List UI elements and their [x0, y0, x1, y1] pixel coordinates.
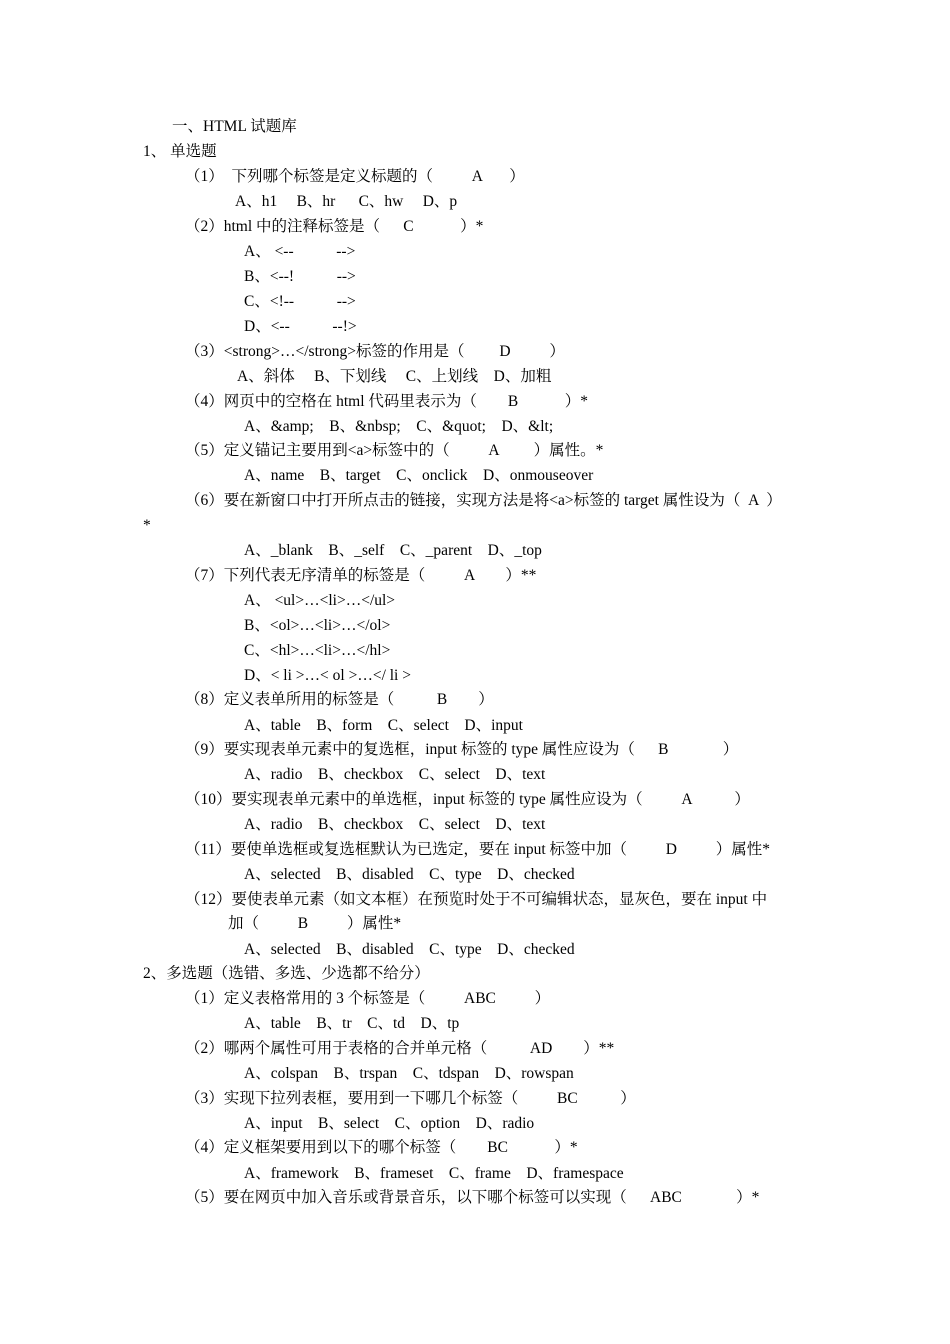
question-text: （11）要使单选框或复选框默认为已选定，要在 input 标签中加（ D ）属性* [185, 841, 770, 858]
question-text: （10）要实现表单元素中的单选框，input 标签的 type 属性应设为（ A ） [185, 791, 750, 808]
question-text: （7）下列代表无序清单的标签是（ A ）** [185, 567, 537, 584]
question-text: （2）哪两个属性可用于表格的合并单元格（ AD ）** [185, 1040, 615, 1057]
question-text: （9）要实现表单元素中的复选框，input 标签的 type 属性应设为（ B ） [185, 741, 739, 758]
question-text: （2）html 中的注释标签是（ C ）* [185, 218, 484, 235]
answer-options: A、input B、select C、option D、radio [244, 1115, 535, 1132]
answer-options: D、<-- --!> [244, 318, 357, 335]
answer-options: A、table B、form C、select D、input [244, 717, 523, 734]
answer-options: B、<--! --> [244, 268, 356, 285]
question-text: （12）要使表单元素（如文本框）在预览时处于不可编辑状态，显灰色，要在 input 中 [185, 891, 768, 908]
question-text: （4）定义框架要用到以下的哪个标签（ BC ）* [185, 1139, 578, 1156]
question-text: （6）要在新窗口中打开所点击的链接，实现方法是将<a>标签的 target 属性设为（ A ） [185, 492, 782, 509]
answer-options: A、selected B、disabled C、type D、checked [244, 941, 575, 958]
answer-options: A、 <-- --> [244, 243, 356, 260]
answer-options: A、table B、tr C、td D、tp [244, 1015, 460, 1032]
question-text: （4）网页中的空格在 html 代码里表示为（ B ）* [185, 393, 589, 410]
question-text: （1）定义表格常用的 3 个标签是（ ABC ） [185, 990, 551, 1007]
answer-options: A、_blank B、_self C、_parent D、_top [244, 542, 542, 559]
answer-options: B、<ol>…<li>…</ol> [244, 617, 391, 634]
question-continuation: 加（ B ）属性* [228, 915, 402, 932]
answer-options: A、colspan B、trspan C、tdspan D、rowspan [244, 1065, 574, 1082]
answer-options: A、name B、target C、onclick D、onmouseover [244, 467, 594, 484]
answer-options: A、framework B、frameset C、frame D、framespace [244, 1165, 624, 1182]
answer-options: A、 <ul>…<li>…</ul> [244, 592, 396, 609]
answer-options: A、radio B、checkbox C、select D、text [244, 816, 546, 833]
answer-options: A、h1 B、hr C、hw D、p [235, 193, 458, 210]
question-text: （1） 下列哪个标签是定义标题的（ A ） [185, 168, 525, 185]
answer-options: C、<!-- --> [244, 293, 356, 310]
question-continuation: * [143, 517, 151, 534]
question-text: （5）定义锚记主要用到<a>标签中的（ A ）属性。* [185, 442, 604, 459]
section-heading: 1、 单选题 [143, 143, 217, 160]
question-text: （3）<strong>…</strong>标签的作用是（ D ） [185, 343, 565, 360]
question-text: （5）要在网页中加入音乐或背景音乐，以下哪个标签可以实现（ ABC ）* [185, 1189, 760, 1206]
answer-options: D、< li >…< ol >…</ li > [244, 667, 411, 684]
answer-options: A、斜体 B、下划线 C、上划线 D、加粗 [237, 368, 552, 385]
answer-options: A、&amp; B、&nbsp; C、&quot; D、&lt; [244, 418, 554, 435]
answer-options: C、<hl>…<li>…</hl> [244, 642, 391, 659]
question-text: （3）实现下拉列表框，要用到一下哪几个标签（ BC ） [185, 1090, 636, 1107]
answer-options: A、radio B、checkbox C、select D、text [244, 766, 546, 783]
document-title: 一、HTML 试题库 [172, 118, 297, 135]
section-heading: 2、多选题（选错、多选、少选都不给分） [143, 965, 430, 982]
question-text: （8）定义表单所用的标签是（ B ） [185, 691, 494, 708]
answer-options: A、selected B、disabled C、type D、checked [244, 866, 575, 883]
